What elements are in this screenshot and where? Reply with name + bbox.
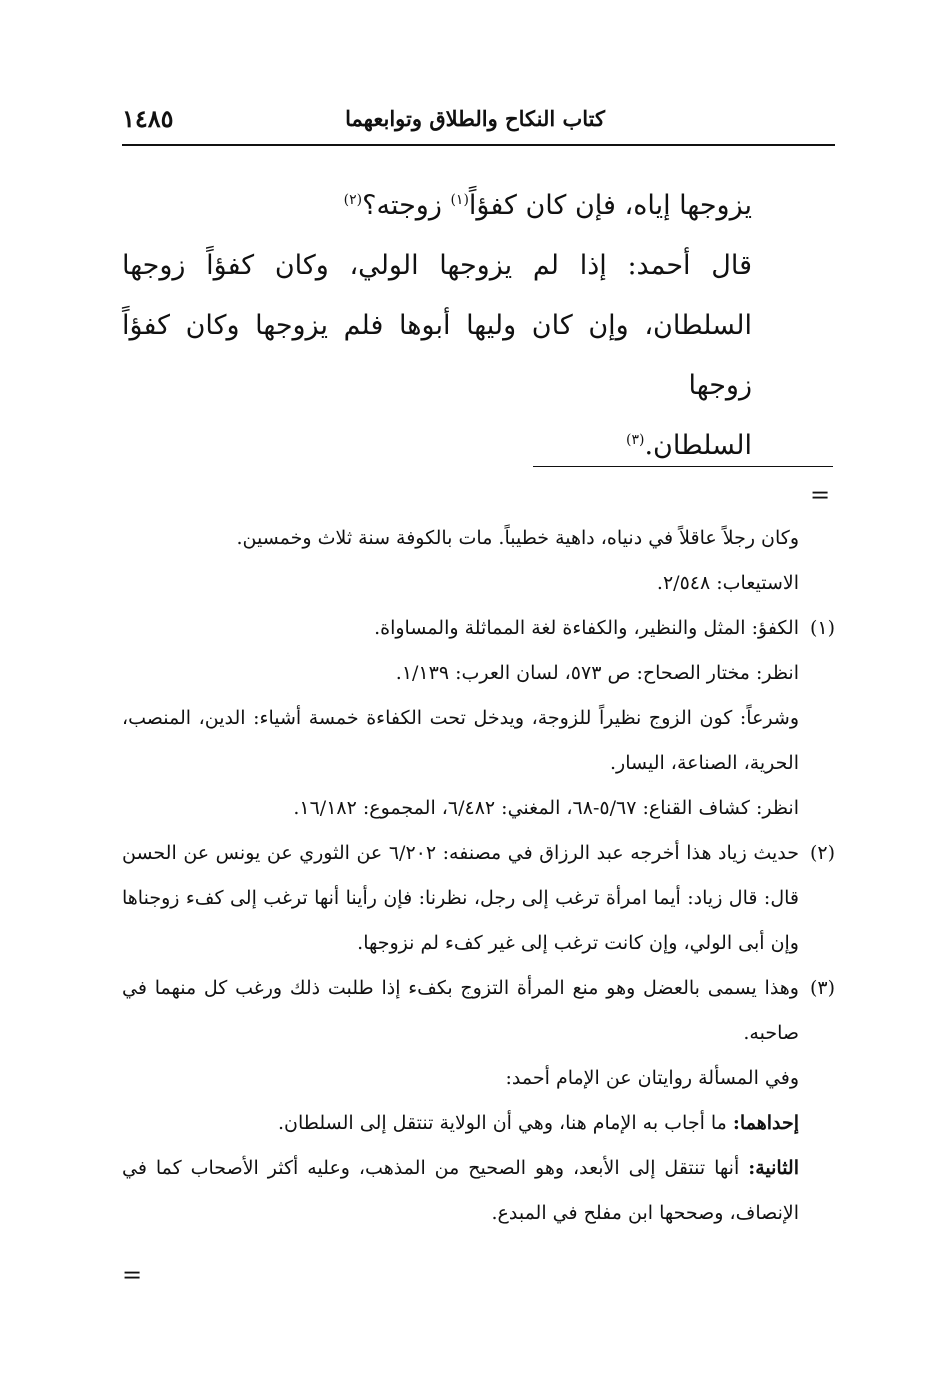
running-header bbox=[122, 100, 835, 146]
footnote-separator bbox=[533, 466, 833, 467]
footnote-line bbox=[122, 1101, 799, 1146]
footnote-line: وشرعاً: كون الزوج نظيراً للزوجة، ويدخل تحت الكفاءة خمسة أشياء: الدين، المنصب، الحرية، الصناعة، اليسار. bbox=[122, 707, 799, 774]
footnote-3 bbox=[122, 966, 835, 1236]
footnote-text: أنها تنتقل إلى الأبعد، وهو الصحيح من المذهب، وعليه أكثر الأصحاب كما في الإنصاف، وصححها ابن مفلح في المبدع. bbox=[122, 1157, 799, 1224]
footnote-line: الكفؤ: المثل والنظير، والكفاءة لغة المماثلة والمساواة. bbox=[374, 617, 799, 639]
footnote-1 bbox=[122, 606, 835, 831]
continuation-mark-top: = bbox=[810, 481, 831, 509]
footnote-number: (٢) bbox=[809, 842, 835, 864]
label-first-narration: إحداهما: bbox=[732, 1112, 799, 1134]
main-paragraph-2: قال أحمد: إذا لم يزوجها الولي، وكان كفؤاً زوجها السلطان، وإن كان وليها أبوها فلم يزوجها وكان كفؤاً زوجها bbox=[122, 250, 752, 401]
footnote-line: وفي المسألة روايتان عن الإمام أحمد: bbox=[505, 1067, 799, 1089]
book-title: كتاب النكاح والطلاق وتوابعهما bbox=[345, 106, 605, 131]
main-text-fragment: زوجته؟ bbox=[362, 190, 451, 221]
main-text-fragment: يزوجها إياه، فإن كان كفؤاً bbox=[468, 190, 752, 221]
footnote-line: حديث زياد هذا أخرجه عبد الرزاق في مصنفه: ٦/٢٠٢ عن الثوري عن يونس عن الحسن قال: قال زياد: أيما امرأة ترغب إلى رجل، نظرنا: فإن رأينا أنها ترغب إلى كفء زوجناها وإن أبى الولي، وإن كانت ترغب إلى غير كفء لم نزوجها. bbox=[122, 842, 800, 954]
footnote-number: (٣) bbox=[809, 977, 835, 999]
main-text bbox=[122, 176, 752, 476]
page-number: ١٤٨٥ bbox=[122, 104, 174, 133]
footnote-line: انظر: مختار الصحاح: ص ٥٧٣، لسان العرب: ١/١٣٩. bbox=[395, 662, 799, 684]
footnote-number: (١) bbox=[809, 617, 835, 639]
footnotes bbox=[122, 516, 835, 1236]
footnote-2 bbox=[122, 831, 835, 966]
main-paragraph-3 bbox=[122, 416, 752, 476]
label-second-narration: الثانية: bbox=[748, 1157, 799, 1179]
continuation-mark-bottom: = bbox=[122, 1261, 143, 1289]
footnote-text: ما أجاب به الإمام هنا، وهي أن الولاية تنتقل إلى السلطان. bbox=[278, 1112, 733, 1134]
footnote-continued-source: الاستيعاب: ٢/٥٤٨. bbox=[656, 572, 799, 594]
footnote-line: وهذا يسمى بالعضل وهو منع المرأة التزوج بكفء إذا طلبت ذلك ورغب كل منهما في صاحبه. bbox=[122, 977, 799, 1044]
main-paragraph-1 bbox=[122, 176, 752, 236]
footnote-line bbox=[122, 1146, 799, 1236]
footnote-continued-line: وكان رجلاً عاقلاً في دنياه، داهية خطيباً. مات بالكوفة سنة ثلاث وخمسين. bbox=[236, 527, 799, 549]
footnote-ref-1: (١) bbox=[450, 192, 469, 208]
main-text-fragment: السلطان. bbox=[644, 430, 752, 461]
footnote-ref-3: (٣) bbox=[625, 432, 645, 448]
footnote-line: انظر: كشاف القناع: ٥/٦٧-٦٨، المغني: ٦/٤٨٢، المجموع: ١٦/١٨٢. bbox=[293, 797, 799, 819]
footnote-ref-2: (٢) bbox=[343, 192, 363, 208]
